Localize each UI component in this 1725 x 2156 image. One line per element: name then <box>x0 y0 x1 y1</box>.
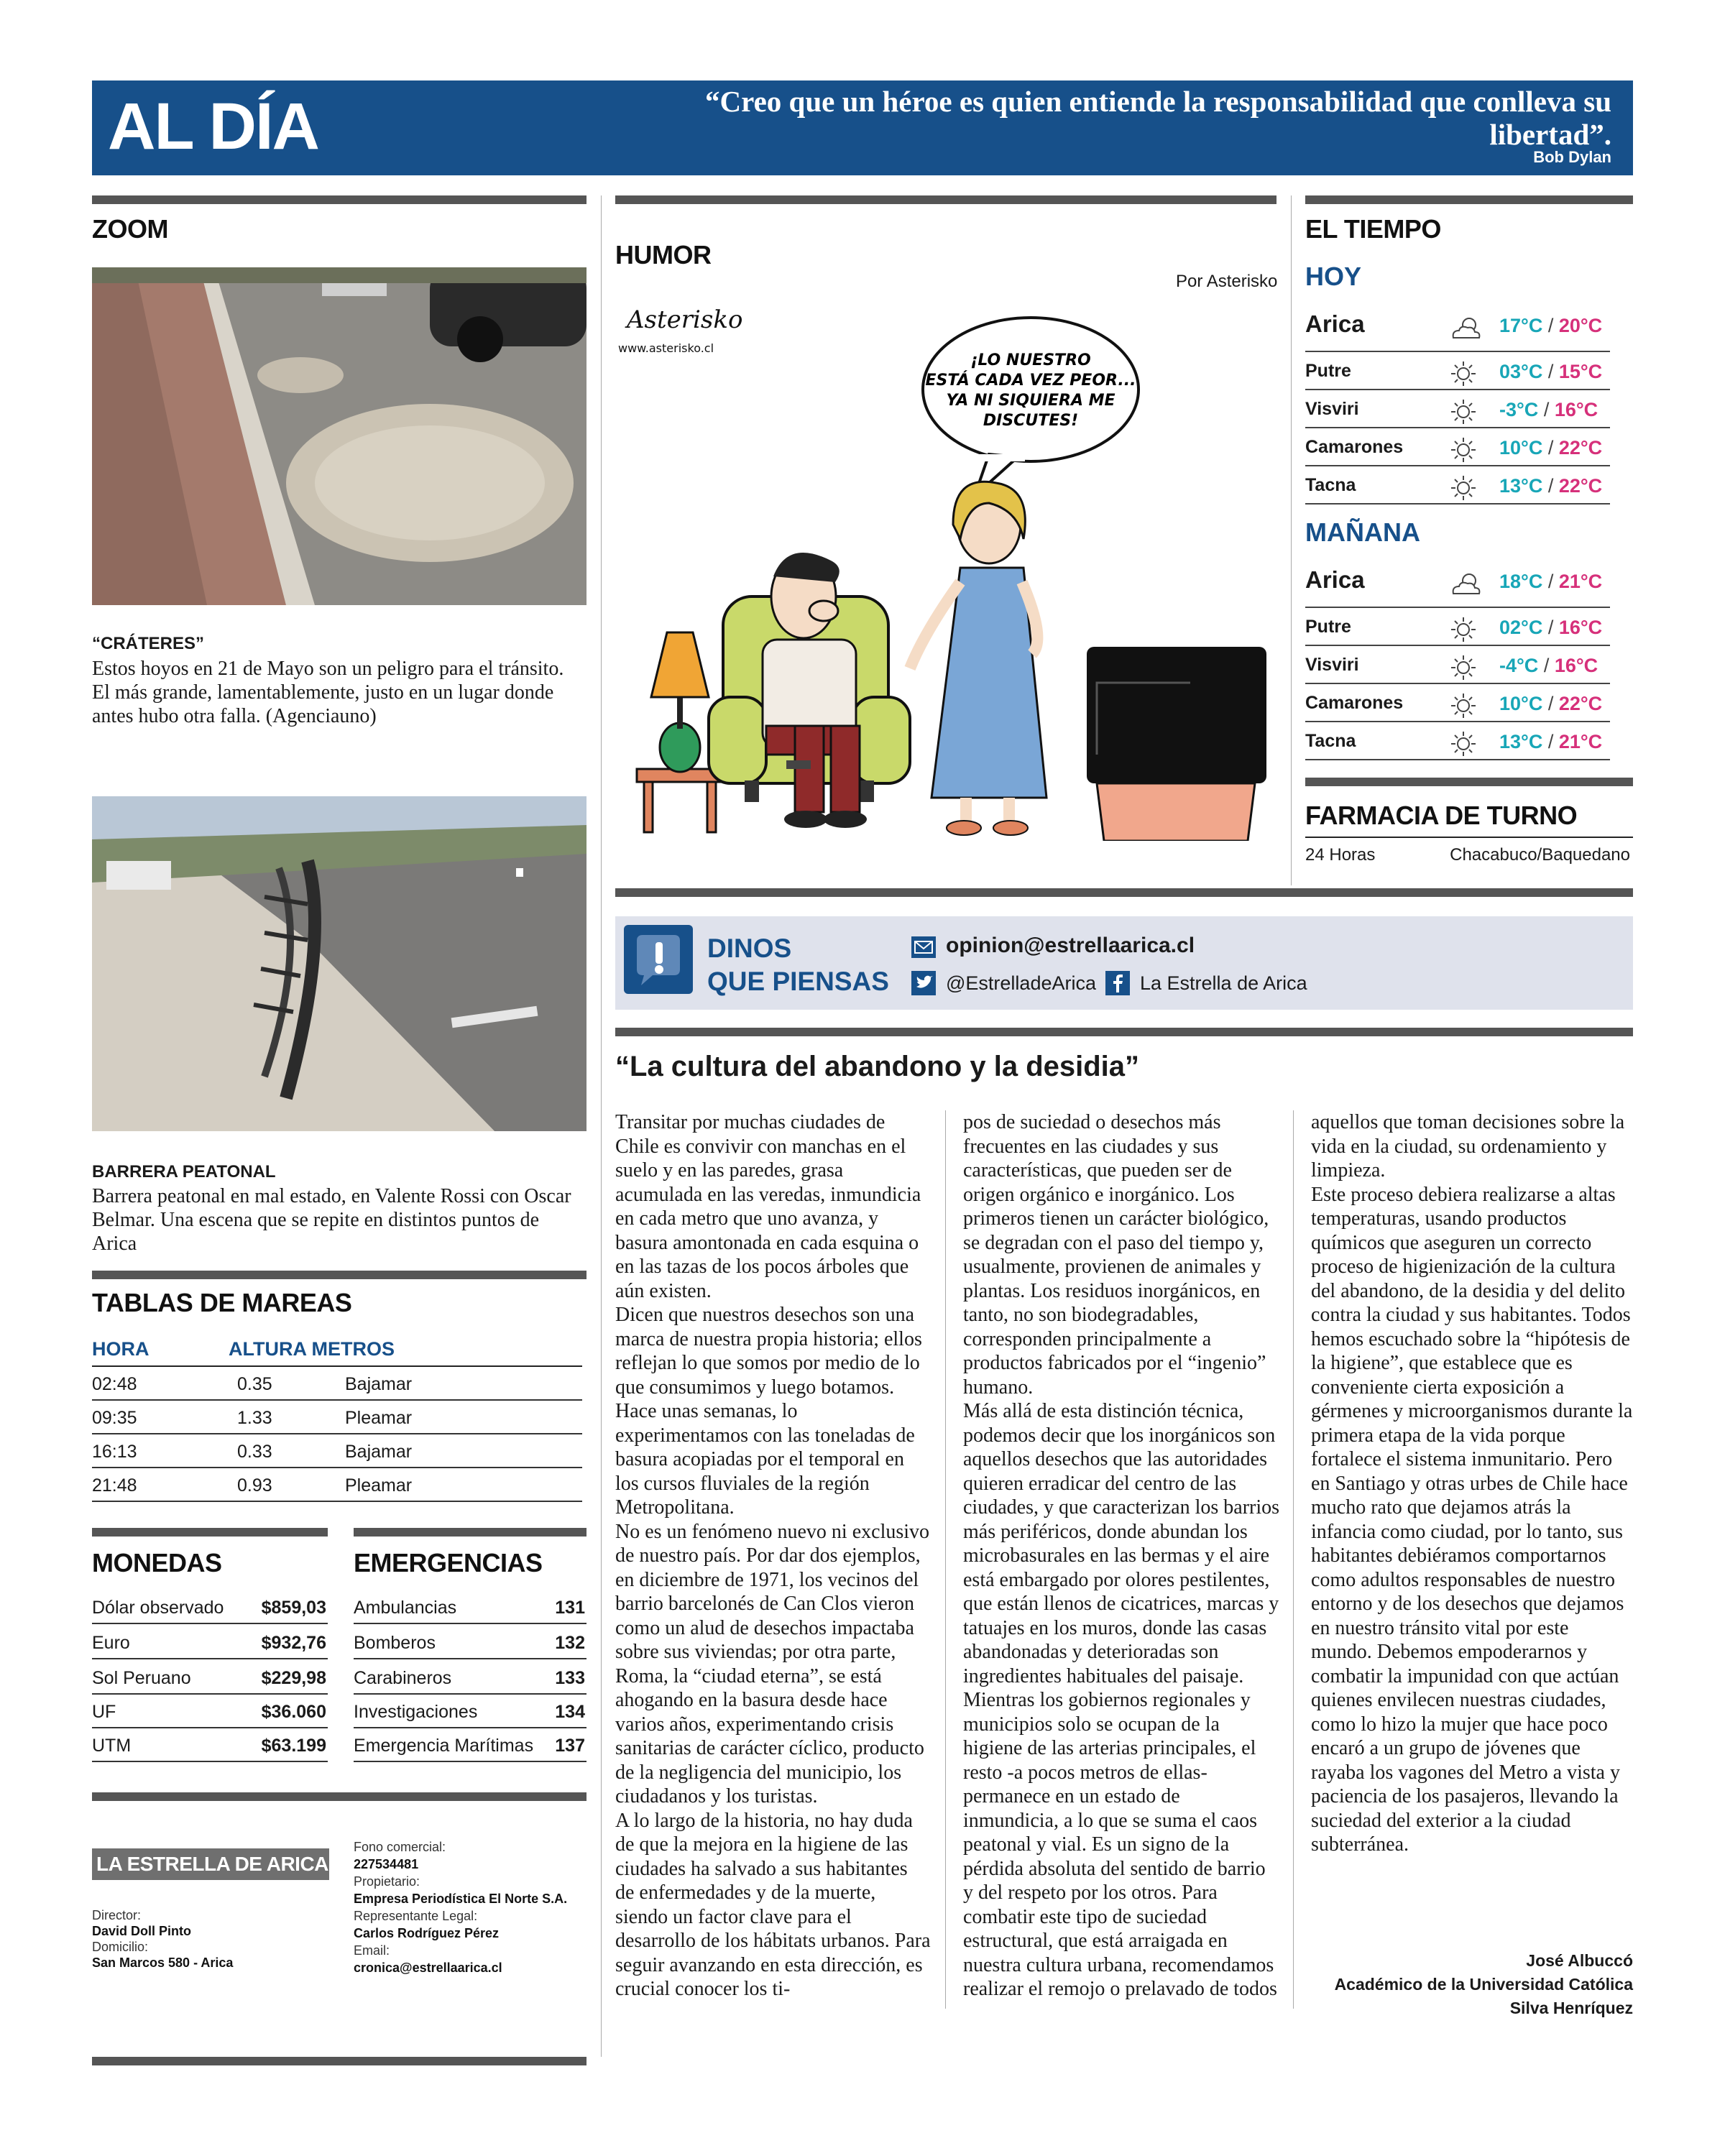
currency-row: UF $36.060 <box>92 1695 328 1728</box>
weather-tomorrow-label: MAÑANA <box>1305 517 1420 547</box>
cartoon <box>615 295 1284 841</box>
currency-row: Euro $932,76 <box>92 1626 328 1659</box>
divider <box>1305 837 1633 838</box>
emergency-row: Investigaciones 134 <box>354 1695 586 1728</box>
weather-row: Tacna 13°C / 21°C <box>1305 724 1610 760</box>
sun-icon <box>1449 436 1478 464</box>
sun-icon <box>1449 653 1478 682</box>
article-title: “La cultura del abandono y la desidia” <box>615 1051 1140 1082</box>
facebook-page[interactable]: La Estrella de Arica <box>1140 972 1307 994</box>
mail-icon <box>911 936 936 958</box>
twitter-icon <box>911 971 936 995</box>
weather-row: Camarones 10°C / 22°C <box>1305 430 1610 466</box>
section-title: AL DÍA <box>108 90 318 163</box>
divider <box>92 1792 586 1801</box>
sun-icon <box>1449 397 1478 426</box>
column-divider <box>601 195 602 2057</box>
divider <box>615 888 1633 897</box>
svg-text:DISCUTES!: DISCUTES! <box>983 412 1079 430</box>
pharmacy-place: Chacabuco/Baquedano <box>1450 845 1630 865</box>
currency-row: UTM $63.199 <box>92 1728 328 1762</box>
weather-row: Visviri -4°C / 16°C <box>1305 648 1610 684</box>
svg-text:¡LO NUESTRO: ¡LO NUESTRO <box>970 351 1091 369</box>
currency-row: Sol Peruano $229,98 <box>92 1661 328 1695</box>
column-divider <box>1293 1110 1294 2009</box>
divider <box>1305 778 1633 786</box>
tide-height: 0.93 <box>237 1475 272 1496</box>
facebook-icon <box>1105 971 1130 995</box>
emergencias-title: EMERGENCIAS <box>354 1548 543 1577</box>
pharmacy-hours: 24 Horas <box>1305 845 1376 865</box>
photo2-caption-title: BARRERA PEATONAL <box>92 1162 276 1181</box>
divider <box>92 2057 586 2065</box>
divider <box>1305 195 1633 204</box>
sun-icon <box>1449 729 1478 758</box>
alert-icon <box>624 925 693 994</box>
tide-height: 1.33 <box>237 1408 272 1428</box>
humor-title: HUMOR <box>615 240 712 270</box>
sun-icon <box>1449 691 1478 720</box>
divider <box>615 1028 1633 1036</box>
article-author: José Albuccó Académico de la Universidad Católica Silva Henríquez <box>1334 1951 1633 2017</box>
tide-height: 0.35 <box>237 1374 272 1394</box>
currency-row: Dólar observado $859,03 <box>92 1590 328 1624</box>
svg-text:YA NI SIQUIERA ME: YA NI SIQUIERA ME <box>946 392 1116 410</box>
weather-row: Visviri -3°C / 16°C <box>1305 392 1610 428</box>
sun-icon <box>1449 474 1478 502</box>
weather-row: Putre 02°C / 16°C <box>1305 609 1610 646</box>
svg-text:ESTÁ CADA VEZ PEOR...: ESTÁ CADA VEZ PEOR... <box>925 372 1136 390</box>
partly-cloudy-icon <box>1449 569 1478 598</box>
tide-time: 02:48 <box>92 1374 137 1394</box>
masthead-info: Fono comercial: 227534481 Propietario: Empresa Periodística El Norte S.A. Representante Legal: Carlos Rodríguez Pérez Email: cronica@estrellaarica.cl <box>354 1840 568 1975</box>
tide-type: Pleamar <box>345 1475 413 1496</box>
emergency-row: Bomberos 132 <box>354 1626 586 1659</box>
quote-text: “Creo que un héroe es quien entiende la responsabilidad que conlleva su libertad”. <box>705 85 1611 151</box>
tide-type: Bajamar <box>345 1442 413 1462</box>
tide-type: Pleamar <box>345 1408 413 1428</box>
feedback-email[interactable]: opinion@estrellaarica.cl <box>946 934 1195 957</box>
sun-icon <box>1449 359 1478 388</box>
tide-height: 0.33 <box>237 1442 272 1462</box>
tide-row <box>92 1367 582 1401</box>
monedas-title: MONEDAS <box>92 1548 222 1577</box>
weather-row: Camarones 10°C / 22°C <box>1305 686 1610 722</box>
divider <box>615 195 1276 204</box>
svg-text:www.asterisko.cl: www.asterisko.cl <box>618 341 714 355</box>
tide-row <box>92 1468 582 1502</box>
partly-cloudy-icon <box>1449 313 1478 342</box>
weather-row: Tacna 13°C / 22°C <box>1305 468 1610 505</box>
svg-text:Asterisko: Asterisko <box>627 305 743 334</box>
humor-byline: Por Asterisko <box>1176 272 1278 291</box>
barrier-photo <box>92 796 586 1131</box>
weather-row: Arica 18°C / 21°C <box>1305 563 1610 608</box>
weather-row: Arica 17°C / 20°C <box>1305 308 1610 352</box>
weather-today-label: HOY <box>1305 262 1362 291</box>
pothole-photo <box>92 267 586 605</box>
column-divider <box>945 1110 946 2009</box>
tide-row <box>92 1401 582 1434</box>
emergency-row: Ambulancias 131 <box>354 1590 586 1624</box>
emergency-row: Emergencia Marítimas 137 <box>354 1728 586 1762</box>
weather-row: Putre 03°C / 15°C <box>1305 354 1610 390</box>
article-column-3: aquellos que toman decisiones sobre la vida en la ciudad, su ordenamiento y limpieza. Este proceso debiera realizarse a altas temperaturas, usando productos químicos que aseguren un correcto proceso de higienización de la cultura del abandono, de la desidia y del delito contra la ciudad y sus habitantes. Todos hemos escuchado sobre la “hipótesis de la higiene”, que establece que es conveniente cierta exposición a gérmenes y microorganismos durante la primera etapa de la vida porque fortalece el sistema inmunitario. Pero en Santiago y otras urbes de Chile hace mucho rato que dejamos atrás la infancia como ciudad, por lo tanto, sus habitantes debiéramos comportarnos como adultos responsables de nuestro entorno y de los desechos que dejamos en nuestro tránsito vital por este mundo. Debemos empoderarnos y combatir la impunidad con que actúan quienes envilecen nuestras ciudades, como lo hizo la mujer que hace poco encaró a un grupo de jóvenes que rayaba los vagones del Metro a vista y paciencia de los pasajeros, llevando la suciedad del exterior a la ciudad subterránea. <box>1311 1111 1633 1856</box>
tide-row <box>92 1434 582 1468</box>
divider <box>354 1528 586 1537</box>
feedback-title: DINOS QUE PIENSAS <box>707 934 889 996</box>
tide-time: 21:48 <box>92 1475 137 1496</box>
tides-col-hora: HORA <box>92 1338 150 1360</box>
divider <box>92 1271 586 1279</box>
emergency-row: Carabineros 133 <box>354 1661 586 1695</box>
zoom-title: ZOOM <box>92 214 168 244</box>
column-divider <box>1291 195 1292 885</box>
photo2-caption: Barrera peatonal en mal estado, en Valente Rossi con Oscar Belmar. Una escena que se repite en distintos puntos de Arica <box>92 1185 571 1255</box>
section-banner <box>92 80 1633 175</box>
article-column-2: pos de suciedad o desechos más frecuentes en las ciudades y sus características, que pueden ser de origen orgánico e inorgánico. Los primeros tienen un carácter biológico, se degradan con el paso del tiempo y, usualmente, provienen de animales y plantas. Los residuos inorgánicos, en tanto, no son biodegradables, corresponden principalmente a productos fabricados por el “ingenio” humano. Más allá de esta distinción técnica, podemos decir que los inorgánicos son aquellos desechos que las autoridades quieren erradicar del centro de las ciudades, y que caracterizan los barrios más periféricos, donde abundan los microbasurales en las bermas y el aire está embargado por olores pestilentes, que están llenos de cicatrices, marcas y tatuajes en los muros, donde las casas abandonadas y deterioradas son ingredientes habituales del paisaje. Mientras los gobiernos regionales y municipios solo se ocupan de la higiene de las arterias principales, el resto -a pocos metros de ellas- permanece en un estado de inmundicia, a lo que se suma el caos peatonal y vial. Es un signo de la pérdida absoluta del sentido de barrio y del respeto por los otros. Para combatir este tipo de suciedad estructural, que está arraigada en nuestra cultura urbana, recomendamos realizar el remojo o prelavado de todos <box>963 1111 1280 2000</box>
masthead-director: Director: David Doll Pinto Domicilio: San Marcos 580 - Arica <box>92 1908 234 1970</box>
photo1-caption: Estos hoyos en 21 de Mayo son un peligro para el tránsito. El más grande, lamentablemente, justo en un lugar donde antes hubo otra falla. (Agenciauno) <box>92 658 564 727</box>
feedback-box <box>615 916 1633 1010</box>
pharmacy-title: FARMACIA DE TURNO <box>1305 801 1578 830</box>
sun-icon <box>1449 615 1478 644</box>
tides-col-altura: ALTURA METROS <box>229 1338 395 1360</box>
tide-type: Bajamar <box>345 1374 413 1394</box>
article-column-1: Transitar por muchas ciudades de Chile es convivir con manchas en el suelo y en las paredes, grasa acumulada en las veredas, inmundicia en cada metro que uno avanza, y basura amontonada en cada esquina o en las tazas de los pocos árboles que aún existen. Dicen que nuestros desechos son una marca de nuestra propia historia; ellos reflejan lo que somos por medio de lo que consumimos y luego botamos. Hace unas semanas, lo experimentamos con las toneladas de basura acopiadas por el temporal en los cursos fluviales de la región Metropolitana. No es un fenómeno nuevo ni exclusivo de nuestro país. Por dar dos ejemplos, en diciembre de 1971, los vecinos del barrio barcelonés de Can Clos vieron como un alud de desechos impactaba sobre sus viviendas; por otra parte, Roma, la “ciudad eterna”, se está ahogando en la basura desde hace varios años, experimentando crisis sanitarias de carácter cíclico, producto de la negligencia del municipio, los ciudadanos y los turistas. A lo largo de la historia, no hay duda de que la mejora en la higiene de las ciudades ha salvado a sus habitantes de enfermedades y de la muerte, siendo un factor clave para el desarrollo de los hábitats urbanos. Para seguir avanzando en esta dirección, es crucial conocer los ti- <box>615 1111 931 2000</box>
divider <box>92 1528 328 1537</box>
divider <box>92 195 586 204</box>
tide-time: 16:13 <box>92 1442 137 1462</box>
newspaper-logo: LA ESTRELLA DE ARICA <box>92 1848 329 1880</box>
twitter-handle[interactable]: @EstrelladeArica <box>946 972 1096 994</box>
quote-author: Bob Dylan <box>1533 148 1611 166</box>
tide-time: 09:35 <box>92 1408 137 1428</box>
tides-title: TABLAS DE MAREAS <box>92 1288 352 1317</box>
weather-title: EL TIEMPO <box>1305 214 1441 244</box>
photo1-caption-title: “CRÁTERES” <box>92 634 205 653</box>
